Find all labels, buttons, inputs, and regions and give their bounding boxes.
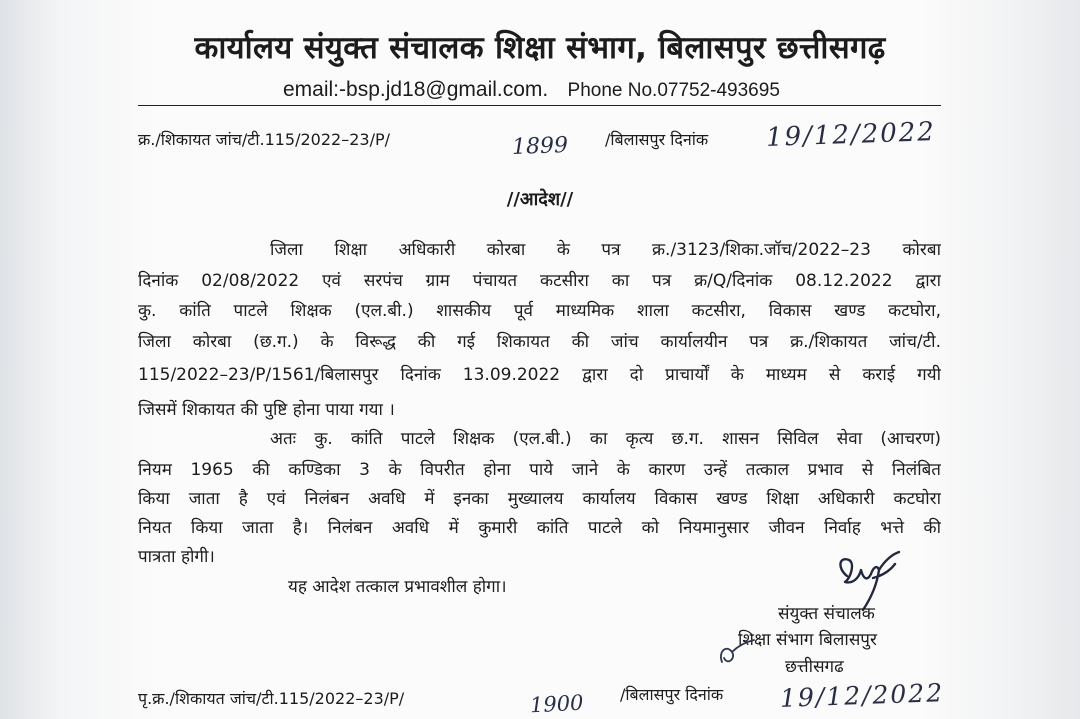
office-title: कार्यालय संयुक्त संचालक शिक्षा संभाग, बिलासपुर छत्तीसगढ़ <box>194 30 886 66</box>
reference-place-date-label: /बिलासपुर दिनांक <box>605 130 709 149</box>
body-line-11: पात्रता होगी। <box>138 547 215 567</box>
body-line-8: नियम 1965 की कण्डिका 3 के विपरीत होना पाये जाने के कारण उन्हें तत्काल प्रभाव से निलंबित <box>138 460 941 480</box>
body-line-2: दिनांक 02/08/2022 एवं सरपंच ग्राम पंचायत कटसीरा का पत्र क्र/Q/दिनांक 08.12.2022 द्वारा <box>138 271 941 291</box>
signatory-state: छत्तीसगढ <box>785 657 844 677</box>
endorsement-date: 19/12/2022 <box>779 678 945 713</box>
reference-date: 19/12/2022 <box>765 117 937 153</box>
body-line-6: जिसमें शिकायत की पुष्टि होना पाया गया । <box>138 400 395 420</box>
body-line-10: नियत किया जाता है। निलंबन अवधि में कुमारी कांति पाटले को नियमानुसार जीवन निर्वाह भत्ते की <box>138 518 941 538</box>
initial-mark <box>716 632 760 670</box>
body-line-9: किया जाता है एवं निलंबन अवधि में इनका मुख्यालय कार्यालय विकास खण्ड शिक्षा अधिकारी कटघोरा <box>138 489 941 509</box>
reference-label: क्र./शिकायत जांच/टी.115/2022–23/P/ <box>138 130 391 149</box>
office-email: email:-bsp.jd18@gmail.com. <box>283 78 549 101</box>
endorsement-label: पृ.क्र./शिकायत जांच/टी.115/2022–23/P/ <box>138 689 405 708</box>
reference-number: 1899 <box>511 133 569 160</box>
contact-line <box>283 78 780 102</box>
header-divider <box>138 105 941 106</box>
endorsement-place-date-label: /बिलासपुर दिनांक <box>620 685 724 704</box>
endorsement-number: 1900 <box>529 690 585 718</box>
office-phone: Phone No.07752-493695 <box>567 80 780 101</box>
order-heading: //आदेश// <box>506 189 574 210</box>
body-line-4: जिला कोरबा (छ.ग.) के विरूद्ध की गई शिकायत की जांच कार्यालयीन पत्र क्र./शिकायत जांच/टी. <box>138 332 941 352</box>
signatory-designation: संयुक्त संचालक <box>778 604 875 624</box>
body-line-5: 115/2022–23/P/1561/बिलासपुर दिनांक 13.09.2022 द्वारा दो प्राचार्यों के माध्यम से कराई गयी <box>138 365 941 385</box>
body-line-7: अतः कु. कांति पाटले शिक्षक (एल.बी.) का कृत्य छ.ग. शासन सिविल सेवा (आचरण) <box>270 429 941 449</box>
body-line-3: कु. कांति पाटले शिक्षक (एल.बी.) शासकीय पूर्व माध्यमिक शाला कटसीरा, विकास खण्ड कटघोरा, <box>138 301 941 321</box>
effective-line: यह आदेश तत्काल प्रभावशील होगा। <box>288 577 507 597</box>
body-line-1: जिला शिक्षा अधिकारी कोरबा के पत्र क्र./3123/शिका.जॉच/2022–23 कोरबा <box>270 240 941 260</box>
signatory-office: शिक्षा संभाग बिलासपुर <box>738 630 877 650</box>
